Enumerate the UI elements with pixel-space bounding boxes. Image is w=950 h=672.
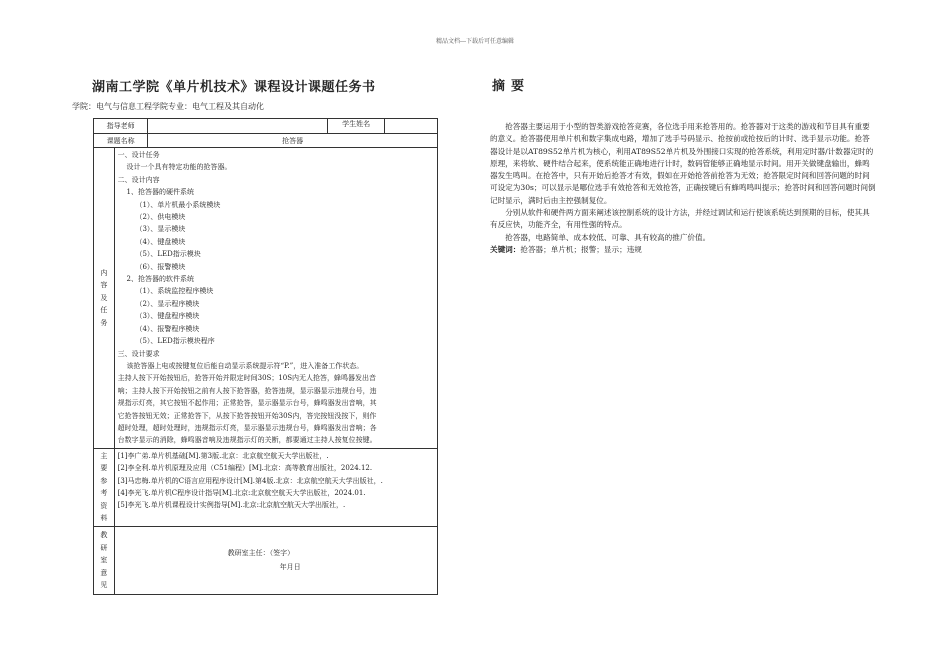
content-line: （3）、显示模块 [117, 225, 186, 234]
abstract-paragraph: 抢答器，电路简单、成本较低、可靠、具有较高的推广价值。 [505, 232, 711, 242]
content-label-text: 内容及任务 [100, 268, 108, 327]
watermark: 精品文档---下载后可任意编辑 [435, 38, 515, 45]
content-line: 响；主持人按下开始按钮之前有人按下抢答器，抢答违规，显示器显示违规台号，违 [117, 386, 377, 395]
reference-item: [1]李广弟.单片机基础[M].第3版.北京：北京航空航天大学出版社，. [117, 451, 329, 460]
refs-cell [114, 448, 437, 526]
refs-label-text: 主要参考资料 [100, 451, 108, 523]
teacher-value [148, 119, 328, 134]
refs-label [94, 448, 115, 526]
content-line: 1、抢答器的硬件系统 [117, 188, 194, 197]
content-line: （5）、LED指示模块 [117, 250, 201, 259]
content-line: 2、抢答器的软件系统 [117, 275, 194, 284]
content-line: 规指示灯亮，其它按钮不起作用；正常抢答，显示器显示台号，蜂鸣器发出音响，其 [117, 399, 377, 408]
topic-label: 课题名称 [94, 134, 148, 148]
abstract-paragraph: 抢答器主要运用于小型的智类游戏抢答竞赛，各位选手用来抢答用的。抢答器对于这类的游戏和节目具有重要的意义。抢答器使用单片机和数字集成电路，增加了选手号码显示、抢按前或抢按后的计时、选手显示功能。抢答器设计是以AT89S52单片机为核心，利用AT89S52单片机及外围接口实现的抢答系统，利用定时器/计数器定时的原理，来将软、硬件结合起来，使系统能正确地进行计时，数码管能够正确地显示时间。用开关做键盘输出，蜂鸣器发生鸣叫。在抢答中，只有开始后抢答才有效，假如在开始抢答前抢答为无效；抢答限定时间和回答问题的时间可设定为30s；可以显示是哪位选手有效抢答和无效抢答，正确按键后有蜂鸣鸣叫提示；抢答时间和回答问题时间倒记时显示，满时后由主控强制复位。 [490, 122, 876, 205]
abstract-paragraph: 分别从软件和硬件两方面来阐述该控制系统的设计方法，并经过调试和运行使该系统达到预期的目标，使其具有反应快，功能齐全，有用性强的特点。 [490, 208, 870, 230]
content-line: （2）、显示程序模块 [117, 299, 200, 308]
director-signature: 教研室主任：（签字） [227, 549, 295, 558]
keywords-line [490, 244, 876, 256]
content-line: 设计一个具有特定功能的抢答器。 [117, 163, 232, 172]
task-table [93, 118, 438, 595]
teacher-label: 指导老师 [94, 119, 148, 134]
content-cell [114, 148, 437, 449]
refs-list [118, 450, 434, 512]
content-line: 台数字显示的消除，蜂鸣器音响及违规指示灯的关断，都要通过主持人按复位按键。 [117, 436, 377, 445]
content-line: 该抢答器上电或按键复位后能自动显示系统提示符“P.”，进入准备工作状态。 [117, 361, 364, 370]
school-line: 学院：电气与信息工程学院专业：电气工程及其自动化 [72, 102, 264, 111]
opinion-label [94, 526, 115, 594]
keywords-label: 关键词： [490, 244, 521, 254]
opinion-cell [114, 526, 437, 594]
content-line: 一、设计任务 [117, 151, 160, 159]
content-lines [118, 149, 434, 447]
reference-item: [4]李光飞.单片机C程序设计指导[M].北京:北京航空航天大学出版社，2024.01. [117, 488, 366, 497]
content-line: 主持人按下开始按钮后，抢答开始并限定时间30S；10S内无人抢答，蜂鸣器发出音 [117, 374, 377, 383]
content-line: （4）、报警程序模块 [117, 324, 200, 333]
content-line: （6）、报警模块 [117, 262, 186, 271]
task-title: 湖南工学院《单片机技术》课程设计课题任务书 [92, 80, 376, 95]
content-line: （1）、单片机最小系统模块 [117, 200, 221, 209]
abstract-title: 摘要 [492, 79, 531, 94]
reference-item: [5]李光飞.单片机课程设计实例指导[M].北京:北京航空航天大学出版社，. [117, 501, 346, 510]
reference-item: [2]李全利.单片机原理及应用（C51编程）[M].北京：高等教育出版社，2024.12. [117, 464, 373, 473]
opinion-date: 年月日 [279, 563, 301, 572]
content-label [94, 148, 115, 449]
content-line: 超时处理，超时处理时，违规指示灯亮，显示器显示违规台号，蜂鸣器发出音响；各 [117, 423, 377, 432]
content-line: （5）、LED指示模块程序 [117, 337, 215, 346]
reference-item: [3]马忠梅.单片机的C语言应用程序设计[M].第4版.北京：北京航空航天大学出版社，. [117, 476, 383, 485]
abstract-body [490, 121, 876, 256]
content-line: （1）、系统监控程序模块 [117, 287, 214, 296]
keywords-value: 抢答器；单片机；报警；显示；违规 [520, 244, 642, 254]
student-value [385, 119, 437, 133]
topic-value: 抢答器 [148, 134, 438, 148]
student-label: 学生姓名 [328, 119, 385, 133]
content-line: 三、设计要求 [117, 349, 160, 358]
content-line: （2）、供电模块 [117, 213, 186, 222]
content-line: （4）、键盘模块 [117, 237, 186, 246]
content-line: 它抢答按钮无效；正常抢答下，从按下抢答按钮开始30S内，答完按钮没按下，则作 [117, 411, 377, 420]
opinion-label-text: 教研室意见 [100, 531, 108, 589]
content-line: 二、设计内容 [117, 175, 160, 184]
content-line: （3）、键盘程序模块 [117, 312, 200, 321]
